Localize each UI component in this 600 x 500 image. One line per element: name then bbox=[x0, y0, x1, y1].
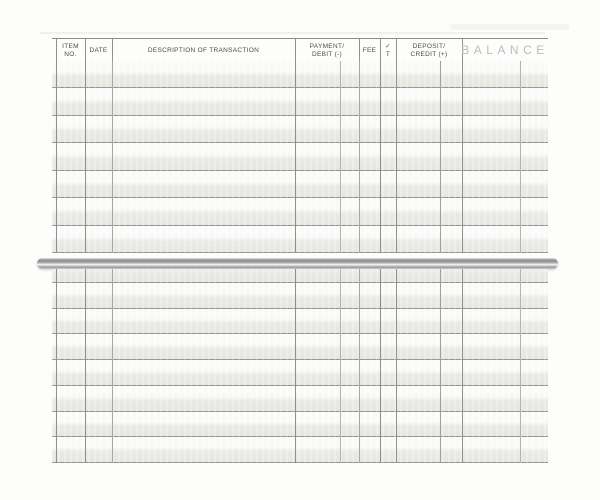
register-row bbox=[52, 283, 548, 309]
register-row bbox=[52, 198, 548, 225]
column-divider bbox=[112, 269, 113, 463]
cents-divider bbox=[340, 61, 341, 253]
register-row bbox=[52, 226, 548, 253]
column-divider bbox=[85, 269, 86, 463]
column-header-fee bbox=[359, 39, 380, 62]
register-row bbox=[52, 334, 548, 360]
cents-divider bbox=[440, 269, 441, 463]
check-t-label: T bbox=[385, 50, 391, 58]
fee-label: FEE bbox=[362, 46, 377, 54]
column-header-date bbox=[85, 39, 112, 62]
balance-label: BALANCE bbox=[461, 43, 549, 58]
column-divider bbox=[56, 61, 57, 253]
cents-divider bbox=[340, 269, 341, 463]
register-row bbox=[52, 143, 548, 170]
column-divider bbox=[295, 269, 296, 463]
register-row bbox=[52, 116, 548, 143]
column-header-item-no bbox=[56, 39, 85, 62]
register-row bbox=[52, 88, 548, 115]
column-divider bbox=[85, 61, 86, 253]
register-row bbox=[52, 437, 548, 463]
payment-label-line2: DEBIT (-) bbox=[311, 50, 343, 58]
column-divider bbox=[462, 61, 463, 253]
register-row bbox=[52, 360, 548, 386]
binding-bar bbox=[37, 258, 558, 269]
register-row bbox=[52, 386, 548, 412]
column-header-check-t bbox=[380, 39, 396, 62]
register-page-bottom bbox=[52, 269, 548, 463]
column-header-balance bbox=[462, 39, 548, 62]
column-divider bbox=[396, 269, 397, 463]
date-label: DATE bbox=[89, 46, 108, 54]
payment-label-line1: PAYMENT/ bbox=[309, 42, 345, 50]
cents-divider bbox=[440, 61, 441, 253]
column-header-payment-debit bbox=[295, 39, 359, 62]
scan-artifact-streak bbox=[40, 32, 545, 34]
register-row bbox=[52, 171, 548, 198]
column-divider bbox=[359, 61, 360, 253]
column-header-description bbox=[112, 39, 295, 62]
column-header-deposit-credit bbox=[396, 39, 462, 62]
item-label-line2: NO. bbox=[64, 50, 77, 58]
column-divider bbox=[56, 269, 57, 463]
deposit-label-line1: DEPOSIT/ bbox=[412, 42, 446, 50]
register-row-partial bbox=[52, 269, 548, 283]
description-label: DESCRIPTION OF TRANSACTION bbox=[147, 46, 260, 54]
cents-divider bbox=[520, 61, 521, 253]
column-divider bbox=[380, 269, 381, 463]
column-divider bbox=[295, 61, 296, 253]
register-header bbox=[52, 38, 548, 63]
column-divider bbox=[462, 269, 463, 463]
register-row bbox=[52, 309, 548, 335]
deposit-label-line2: CREDIT (+) bbox=[410, 50, 448, 58]
scan-artifact-smudge bbox=[450, 24, 570, 30]
register-row bbox=[52, 61, 548, 88]
column-divider bbox=[380, 61, 381, 253]
register-row bbox=[52, 412, 548, 438]
column-divider bbox=[359, 269, 360, 463]
column-divider bbox=[396, 61, 397, 253]
register-page-top bbox=[52, 61, 548, 253]
item-label-line1: ITEM bbox=[62, 42, 79, 50]
column-divider bbox=[112, 61, 113, 253]
checkmark-icon: ✓ bbox=[385, 42, 391, 50]
cents-divider bbox=[520, 269, 521, 463]
